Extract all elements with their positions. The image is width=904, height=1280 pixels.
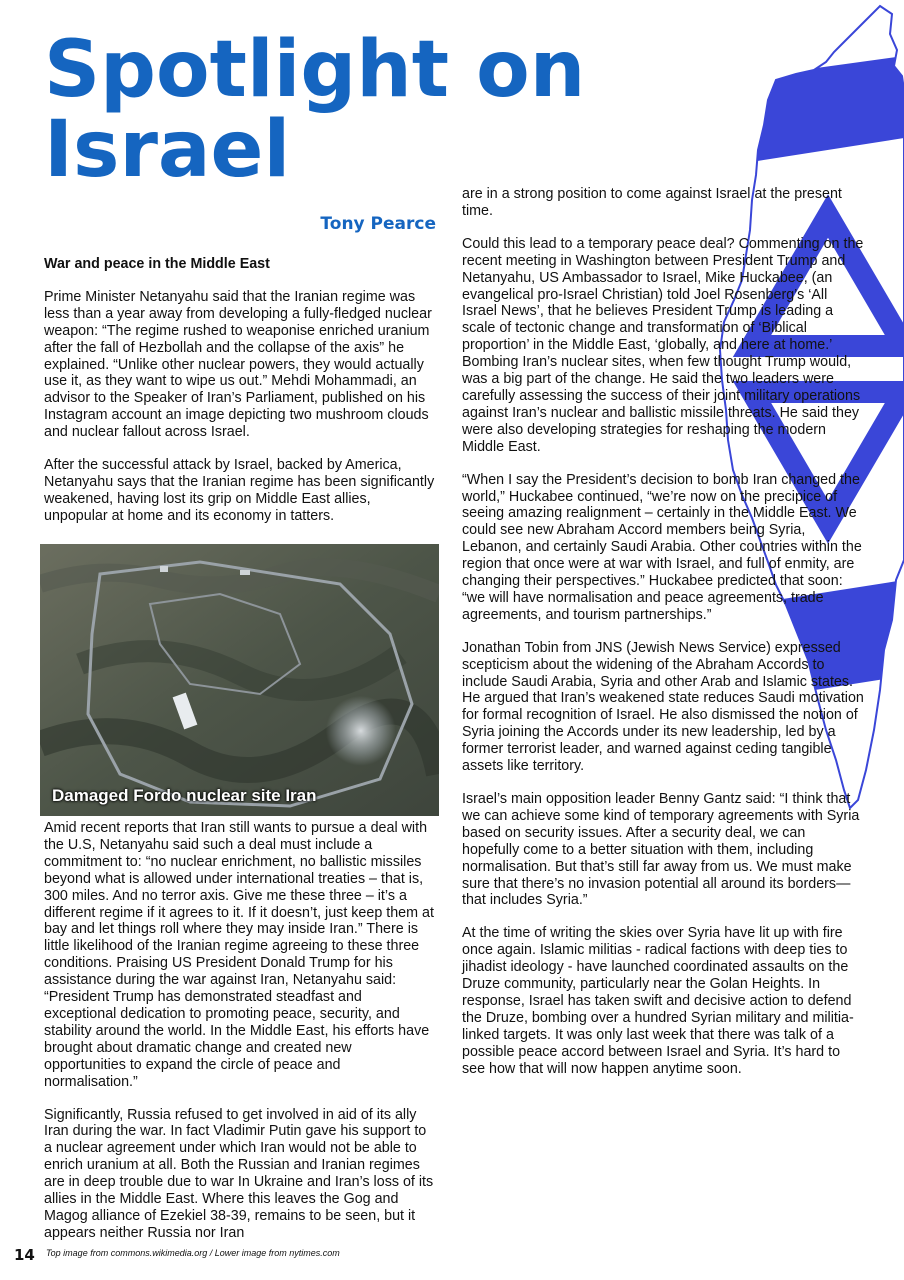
paragraph: Could this lead to a temporary peace deal? Commenting on the recent meeting in Washington between President Trump and Netanyahu, US Ambassador to Israel, Mike Huckabee, (an evangelical pro-Israel Christian) told Joel Rosenberg’s ‘All Israel News’, that he believes President Trump is leading a scale of tectonic change and transformation of ‘Biblical proportion’ in the Middle East, ‘globally, and here at home.’ Bombing Iran’s nuclear sites, when few thought Trump would, was a big part of the change. He said the two leaders were carefully assessing the success of their joint military operations against Iran’s nuclear and ballistic missile threats. He said they were also developing strategies for reshaping the modern Middle East.: [462, 235, 864, 455]
paragraph: “When I say the President’s decision to bomb Iran changed the world,” Huckabee continued, “we’re now on the precipice of seeing amazing realignment – certainly in the Middle East. We could see new Abraham Accord members being Syria, Lebanon, and certainly Saudi Arabia. Other countries within the region that once were at war with Israel, and full of enmity, are changing their perspectives.” Huckabee predicted that soon: “we will have normalisation and peace agreements, trade agreements, and tourism partnerships.”: [462, 471, 862, 623]
image-credit: Top image from commons.wikimedia.org / Lower image from nytimes.com: [46, 1248, 340, 1258]
paragraph: Amid recent reports that Iran still wants to pursue a deal with the U.S, Netanyahu said such a deal must include a commitment to: “no nuclear enrichment, no ballistic missiles beyond what is allowed under international treaties – that is, 300 miles. And no terror axis. Give me these three – it’s a different regime if it agrees to it. If it doesn’t, just keep them at bay and let things roll where they may inside Iran.” There is little likelihood of the Iranian regime agreeing to these three conditions. Praising US President Donald Trump for his assistance during the war against Iran, Netanyahu said: “President Trump has demonstrated steadfast and exceptional dedication to promoting peace, security, and stability around the world. In the Middle East, his efforts have brought about dramatic change and created new opportunities to expand the circle of peace and normalisation.”: [44, 820, 434, 1090]
page-number: 14: [14, 1246, 35, 1264]
paragraph: Significantly, Russia refused to get involved in aid of its ally Iran during the war. In fact Vladimir Putin gave his support to a nuclear agreement under which Iran would not be able to enrich uranium at all. Both the Russian and Iranian regimes are in deep trouble due to war In Ukraine and Iran’s loss of its allies in the Middle East. Where this leaves the Gog and Magog alliance of Ezekiel 38-39, remains to be seen, but it appears neither Russia nor Iran: [44, 1106, 434, 1241]
paragraph: are in a strong position to come against Israel at the present time.: [462, 186, 842, 219]
author-byline: Tony Pearce: [320, 214, 436, 234]
right-column: [462, 186, 864, 1094]
paragraph: At the time of writing the skies over Syria have lit up with fire once again. Islamic militias - radical factions with deep ties to jihadist ideology - have launched coordinated assaults on the Druze community, particularly near the Golan Heights. In response, Israel has taken swift and decisive action to defend the Druze, bombing over a hundred Syrian military and militia-linked targets. It was only last week that there was talk of a possible peace accord between Israel and Syria. It’s hard to see how that will now happen anytime soon.: [462, 925, 854, 1077]
page-title: [44, 25, 586, 195]
title-line-2: Israel: [44, 105, 291, 195]
paragraph: Israel’s main opposition leader Benny Gantz said: “I think that we can achieve some kind of temporary agreements with Syria based on security issues. After a security deal, we can hopefully come to a better situation with them, including normalisation. But that’s still far away from us. We must make sure that there’s no invasion potential all around its borders—that includes Syria.”: [462, 791, 860, 909]
satellite-image: [40, 544, 439, 816]
fordo-satellite-photo: [40, 544, 439, 816]
photo-caption: Damaged Fordo nuclear site Iran: [52, 786, 317, 805]
section-subhead: War and peace in the Middle East: [44, 256, 270, 272]
paragraph: Prime Minister Netanyahu said that the Iranian regime was less than a year away from developing a fully-fledged nuclear weapon: “The regime rushed to weaponise enriched uranium after the fall of Hezbollah and the collapse of the axis” he explained. “Unlike other nuclear powers, they would actually use it, as they want to wipe us out.” Mehdi Mohammadi, an advisor to the Speaker of Iran’s Parliament, published on his Instagram account an image depicting two mushroom clouds and nuclear fallout across Israel.: [44, 288, 432, 441]
paragraph: After the successful attack by Israel, backed by America, Netanyahu says that the Iranian regime has been significantly weakened, having lost its grip on Middle East allies, unpopular at home and its economy in tatters.: [44, 457, 435, 524]
paragraph: Jonathan Tobin from JNS (Jewish News Service) expressed scepticism about the widening of the Abraham Accords to include Saudi Arabia, Syria and other Arab and Islamic states. He argued that Iran’s weakened state reduces Saudi motivation for formal recognition of Israel. He also dismissed the notion of Syria joining the Accords under its new leadership, led by a former terrorist leader, and warned against ceding tangible assets like territory.: [462, 639, 864, 775]
title-line-1: Spotlight on: [44, 25, 586, 115]
left-column-bottom: [44, 820, 436, 1258]
left-column-top: [44, 256, 436, 541]
